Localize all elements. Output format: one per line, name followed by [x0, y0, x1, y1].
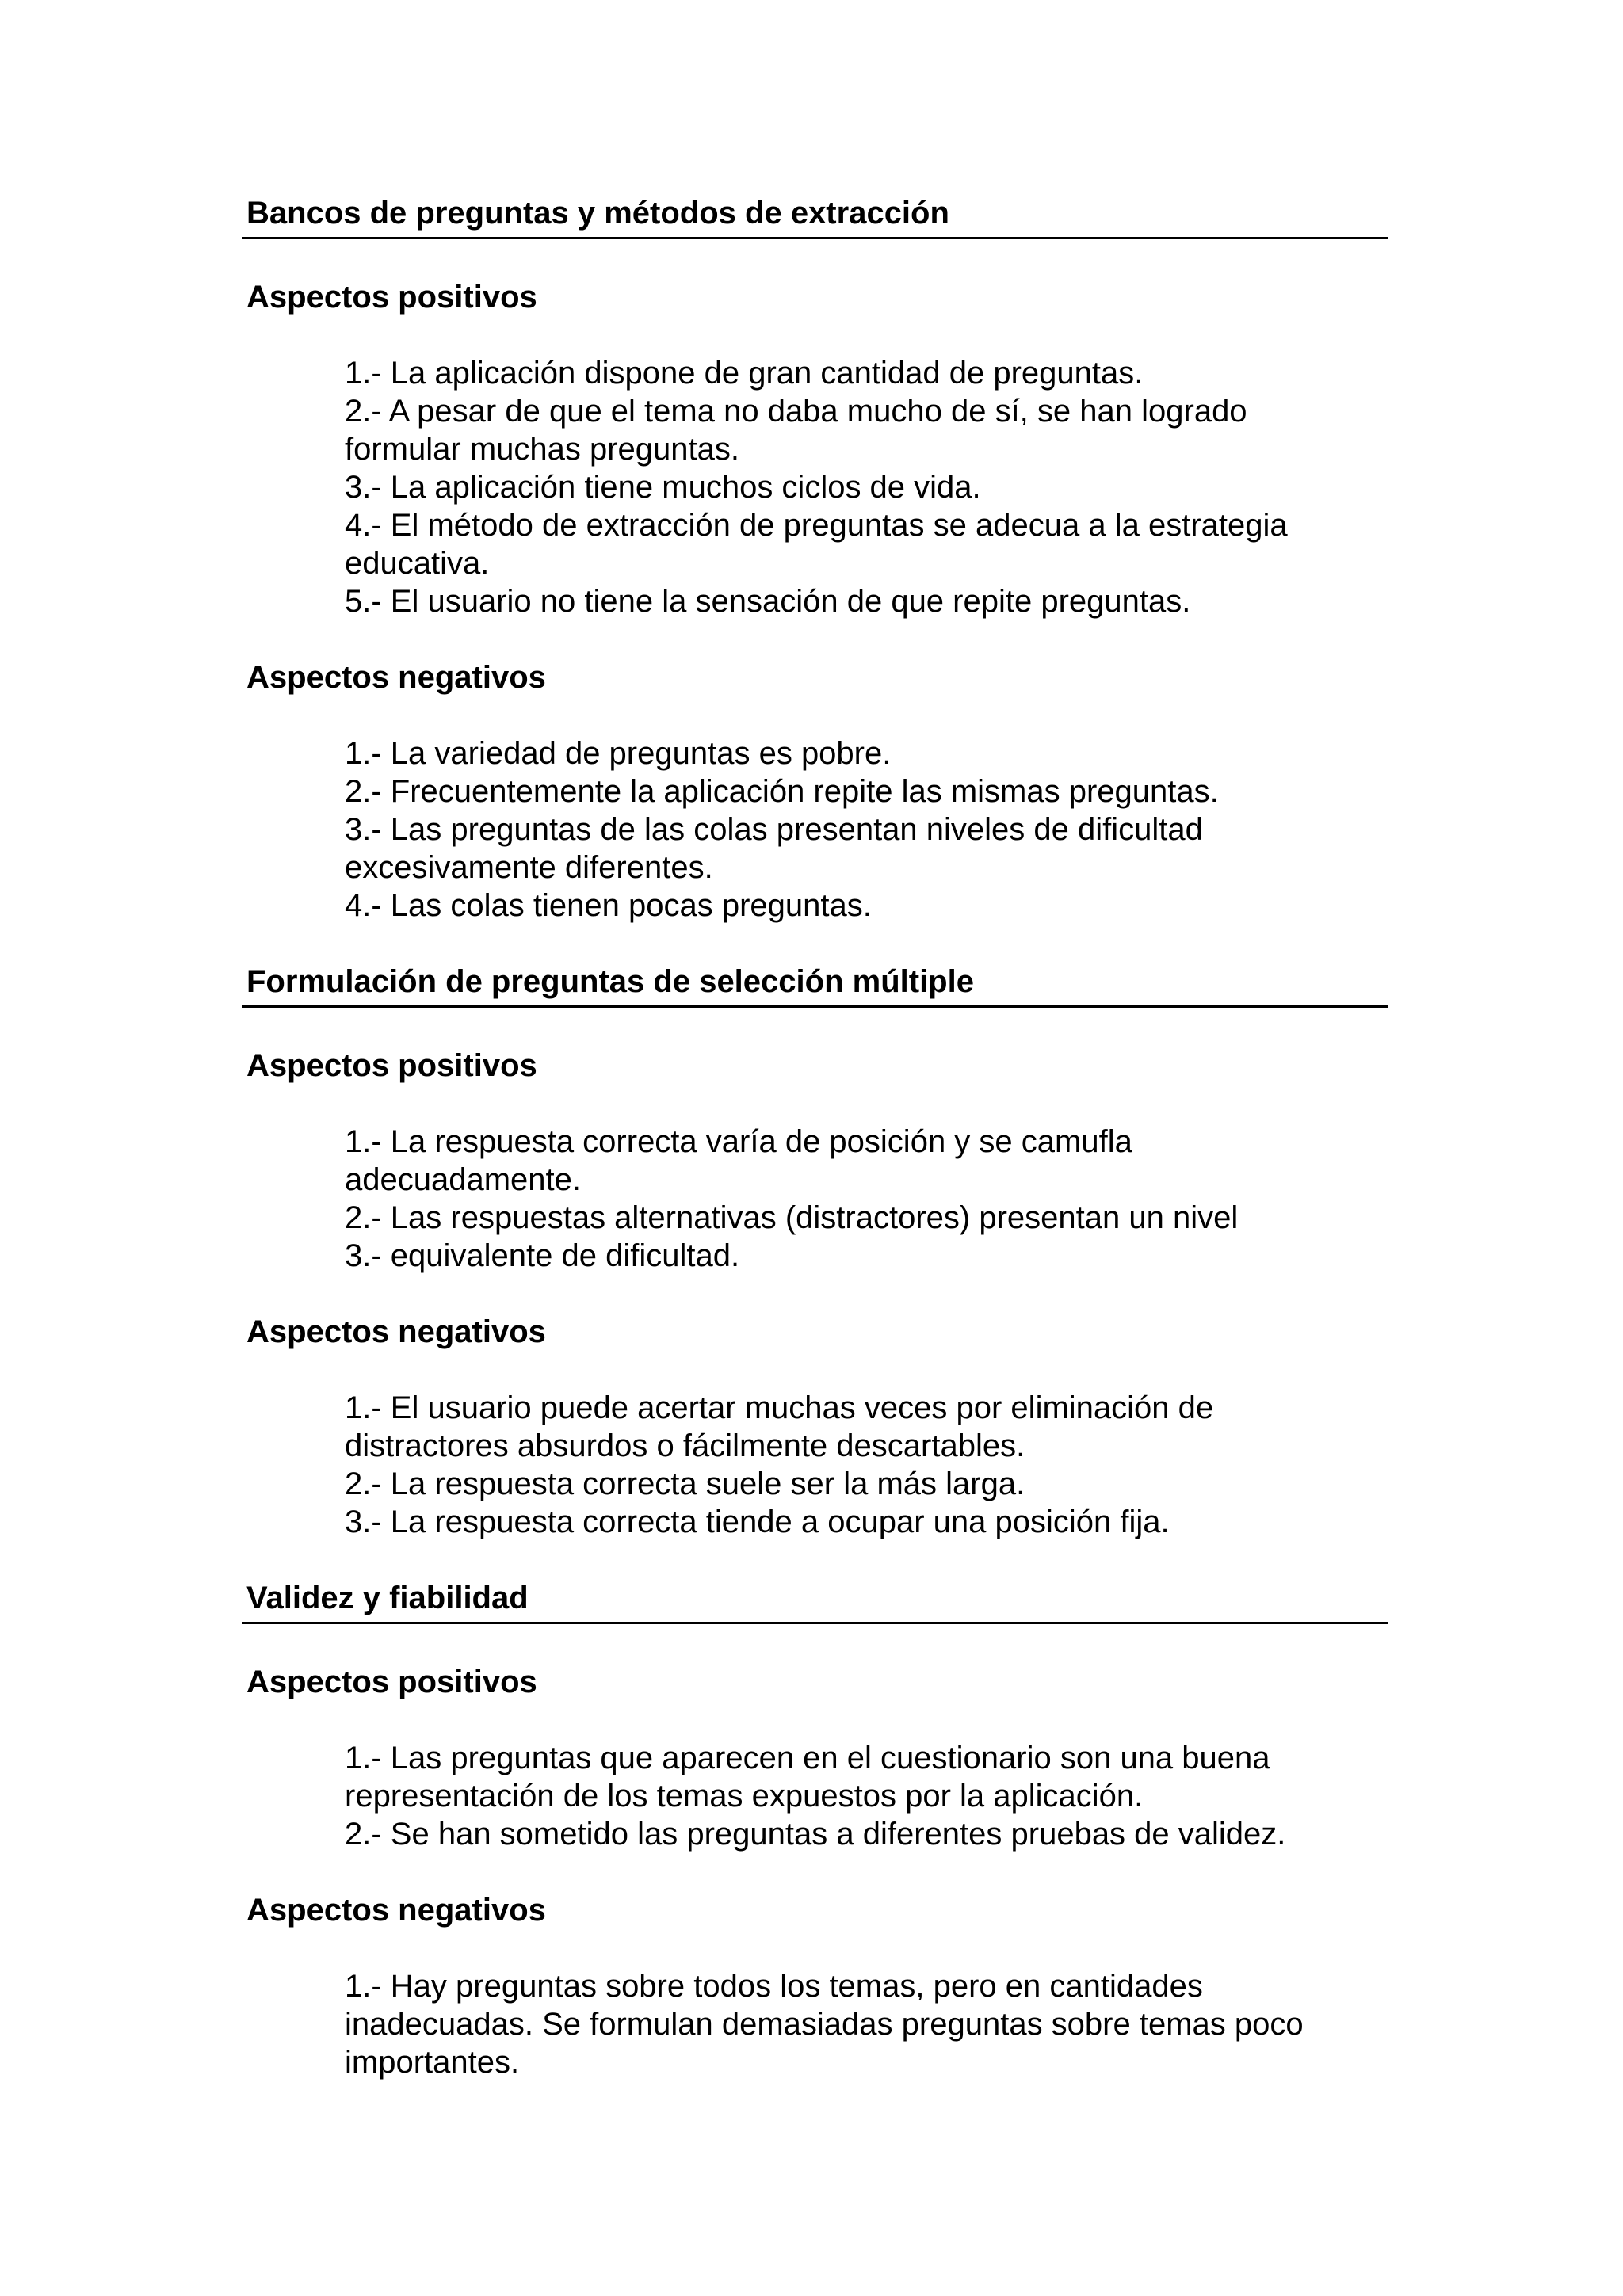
positive-aspects: [242, 1663, 1388, 1853]
negative-aspects: [242, 1891, 1388, 2081]
subsection-title: Aspectos positivos: [246, 1665, 537, 1699]
list-item: 3.- Las preguntas de las colas presentan niveles de dificultad excesivamente diferentes.: [345, 812, 1203, 885]
section-title: Formulación de preguntas de selección múltiple: [242, 963, 1388, 1008]
list-item: 5.- El usuario no tiene la sensación de que repite preguntas.: [345, 584, 1191, 619]
positive-aspects: [242, 1047, 1388, 1275]
section-question-banks: [242, 194, 1388, 925]
positive-list: [242, 354, 1335, 620]
document-page: [242, 194, 1388, 2081]
list-item: 4.- Las colas tienen pocas preguntas.: [345, 888, 872, 923]
list-item: 1.- Las preguntas que aparecen en el cuestionario son una buena representación de los temas expuestos por la aplicación.: [345, 1741, 1270, 1814]
negative-list: [242, 1967, 1335, 2081]
list-item: 1.- Hay preguntas sobre todos los temas, pero en cantidades inadecuadas. Se formulan demasiadas preguntas sobre temas poco importantes.: [345, 1969, 1304, 2080]
list-item: 2.- Se han sometido las preguntas a diferentes pruebas de validez.: [345, 1817, 1286, 1852]
positive-aspects: [242, 278, 1388, 620]
list-item: 2.- La respuesta correcta suele ser la más larga.: [345, 1466, 1025, 1501]
list-item: 3.- equivalente de dificultad.: [345, 1238, 740, 1273]
subsection-title: Aspectos negativos: [246, 1314, 546, 1349]
negative-list: [242, 734, 1335, 925]
list-item: 3.- La aplicación tiene muchos ciclos de vida.: [345, 470, 981, 505]
negative-aspects: [242, 658, 1388, 925]
list-item: 3.- La respuesta correcta tiende a ocupar una posición fija.: [345, 1505, 1170, 1539]
subsection-title: Aspectos negativos: [246, 660, 546, 695]
subsection-title: Aspectos positivos: [246, 1048, 537, 1083]
section-title: Validez y fiabilidad: [242, 1579, 1388, 1624]
list-item: 2.- Las respuestas alternativas (distractores) presentan un nivel: [345, 1200, 1239, 1235]
list-item: 1.- La variedad de preguntas es pobre.: [345, 736, 892, 771]
section-multiple-choice: [242, 963, 1388, 1541]
positive-list: [242, 1123, 1335, 1275]
negative-list: [242, 1389, 1335, 1541]
negative-aspects: [242, 1313, 1388, 1541]
list-item: 4.- El método de extracción de preguntas se adecua a la estrategia educativa.: [345, 508, 1288, 581]
positive-list: [242, 1739, 1335, 1853]
subsection-title: Aspectos negativos: [246, 1893, 546, 1928]
section-title: Bancos de preguntas y métodos de extracción: [242, 194, 1388, 239]
list-item: 1.- La respuesta correcta varía de posición y se camufla adecuadamente.: [345, 1124, 1132, 1197]
list-item: 2.- Frecuentemente la aplicación repite las mismas preguntas.: [345, 774, 1219, 809]
list-item: 2.- A pesar de que el tema no daba mucho de sí, se han logrado formular muchas preguntas.: [345, 394, 1247, 467]
section-validity: [242, 1579, 1388, 2081]
subsection-title: Aspectos positivos: [246, 280, 537, 315]
list-item: 1.- El usuario puede acertar muchas veces por eliminación de distractores absurdos o fácilmente descartables.: [345, 1390, 1214, 1463]
list-item: 1.- La aplicación dispone de gran cantidad de preguntas.: [345, 356, 1144, 391]
